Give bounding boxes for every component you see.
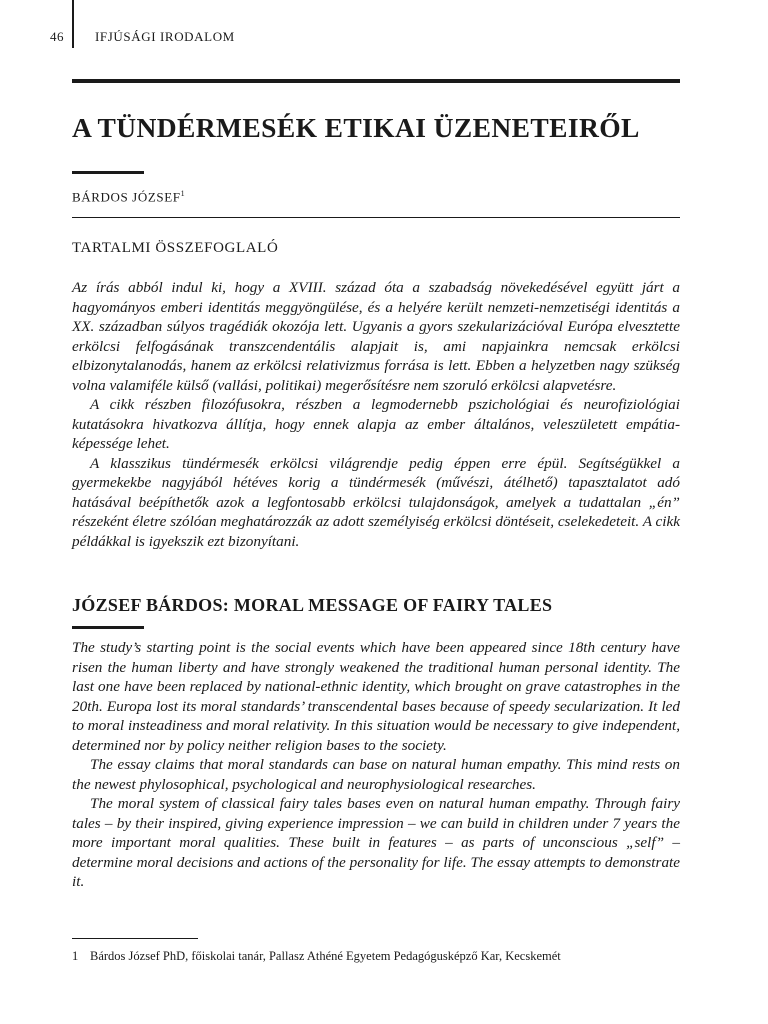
- author-name: BÁRDOS JÓZSEF: [72, 189, 181, 205]
- article-title: A TÜNDÉRMESÉK ETIKAI ÜZENETEIRŐL: [72, 112, 640, 143]
- english-title: JÓZSEF BÁRDOS: MORAL MESSAGE OF FAIRY TALES: [72, 595, 553, 615]
- abstract-paragraph: The study’s starting point is the social events which have been appeared since 18th century have risen the human liberty and have strongly weakened the traditional human personal identity. The last one have been replaced by national-ethnic identity, which brought on grave catastrophes in the 20th. Europa lost its moral standards’ transcendental bases because of speedy secularization. It led to moral insteadiness and moral relativity. In this situation would be necessary to give independent, determined nor by policy neither religion bases to the society.: [72, 639, 680, 754]
- abstract-paragraph: A cikk részben filozófusokra, részben a legmodernebb pszichológiai és neurofiziológiai kutatásokra hivatkozva állítja, hogy ennek alapja az ember általános, veleszületett empátia-képessége lehet.: [72, 396, 680, 452]
- author-footnote-mark[interactable]: 1: [180, 189, 185, 198]
- title-top-rule: [72, 79, 680, 83]
- author-line: [72, 189, 185, 205]
- abstract-hungarian: [72, 278, 680, 551]
- abstract-paragraph: The moral system of classical fairy tales bases even on natural human empathy. Through fairy tales – by their inspired, giving experience impression – we can build in children under 7 years the more important moral qualities. These built in features – as parts of unconscious „self” – determine moral decisions and actions of the personality for life. The essay attempts to demonstrate it.: [72, 795, 680, 890]
- page-header: [0, 0, 768, 70]
- author-divider: [72, 217, 680, 218]
- footnote: [72, 949, 561, 964]
- footnote-rule: [72, 938, 198, 939]
- abstract-paragraph: Az írás abból indul ki, hogy a XVIII. század óta a szabadság növekedésével együtt járt a hagyományos emberi identitás meggyöngülése, és a helyére került nemzeti-nemzetiségi identitás a XX. században súlyos tragédiák okozója lett. Ugyanis a gyors szekularizációval Európa elvesztette erkölcsi felfogásának transzcendentális alapjait is, ami napjainkra nemcsak erkölcsi elbizonytalanodás, hanem az erkölcsi relativizmus forrása is lett. Ebben a helyzetben nagy szükség volna valamiféle külső (vallási, politikai) megerősítésre nem szoruló erkölcsi alapvetésre.: [72, 279, 680, 394]
- footnote-number: 1: [72, 949, 79, 963]
- footnote-text: Bárdos József PhD, főiskolai tanár, Pallasz Athéné Egyetem Pedagógusképző Kar, Kecskemét: [90, 949, 561, 963]
- abstract-heading: TARTALMI ÖSSZEFOGLALÓ: [72, 240, 279, 256]
- page-number: 46: [50, 29, 64, 44]
- english-title-underline-rule: [72, 626, 144, 629]
- abstract-paragraph: A klasszikus tündérmesék erkölcsi világrendje pedig éppen erre épül. Segítségükkel a gyermekekbe nagyjából hétéves korig a tündérmesék (művészi, átélhető) tapasztalatot adó hatásával beépíthetők azok a legfontosabb erkölcsi tulajdonságok, amelyek a tudattalan „én” részeként életre szólóan meghatározzák az adott személyiség erkölcsi döntéseit, cselekedeteit. A cikk példákkal is igyekszik ezt bizonyítani.: [72, 454, 680, 550]
- header-vertical-rule: [72, 0, 74, 48]
- title-underline-rule: [72, 171, 144, 174]
- abstract-english: [72, 638, 680, 892]
- running-head: IFJÚSÁGI IRODALOM: [95, 29, 235, 44]
- abstract-paragraph: The essay claims that moral standards can base on natural human empathy. This mind rests on the newest phylosophical, psychological and neurophysiological researches.: [72, 756, 680, 793]
